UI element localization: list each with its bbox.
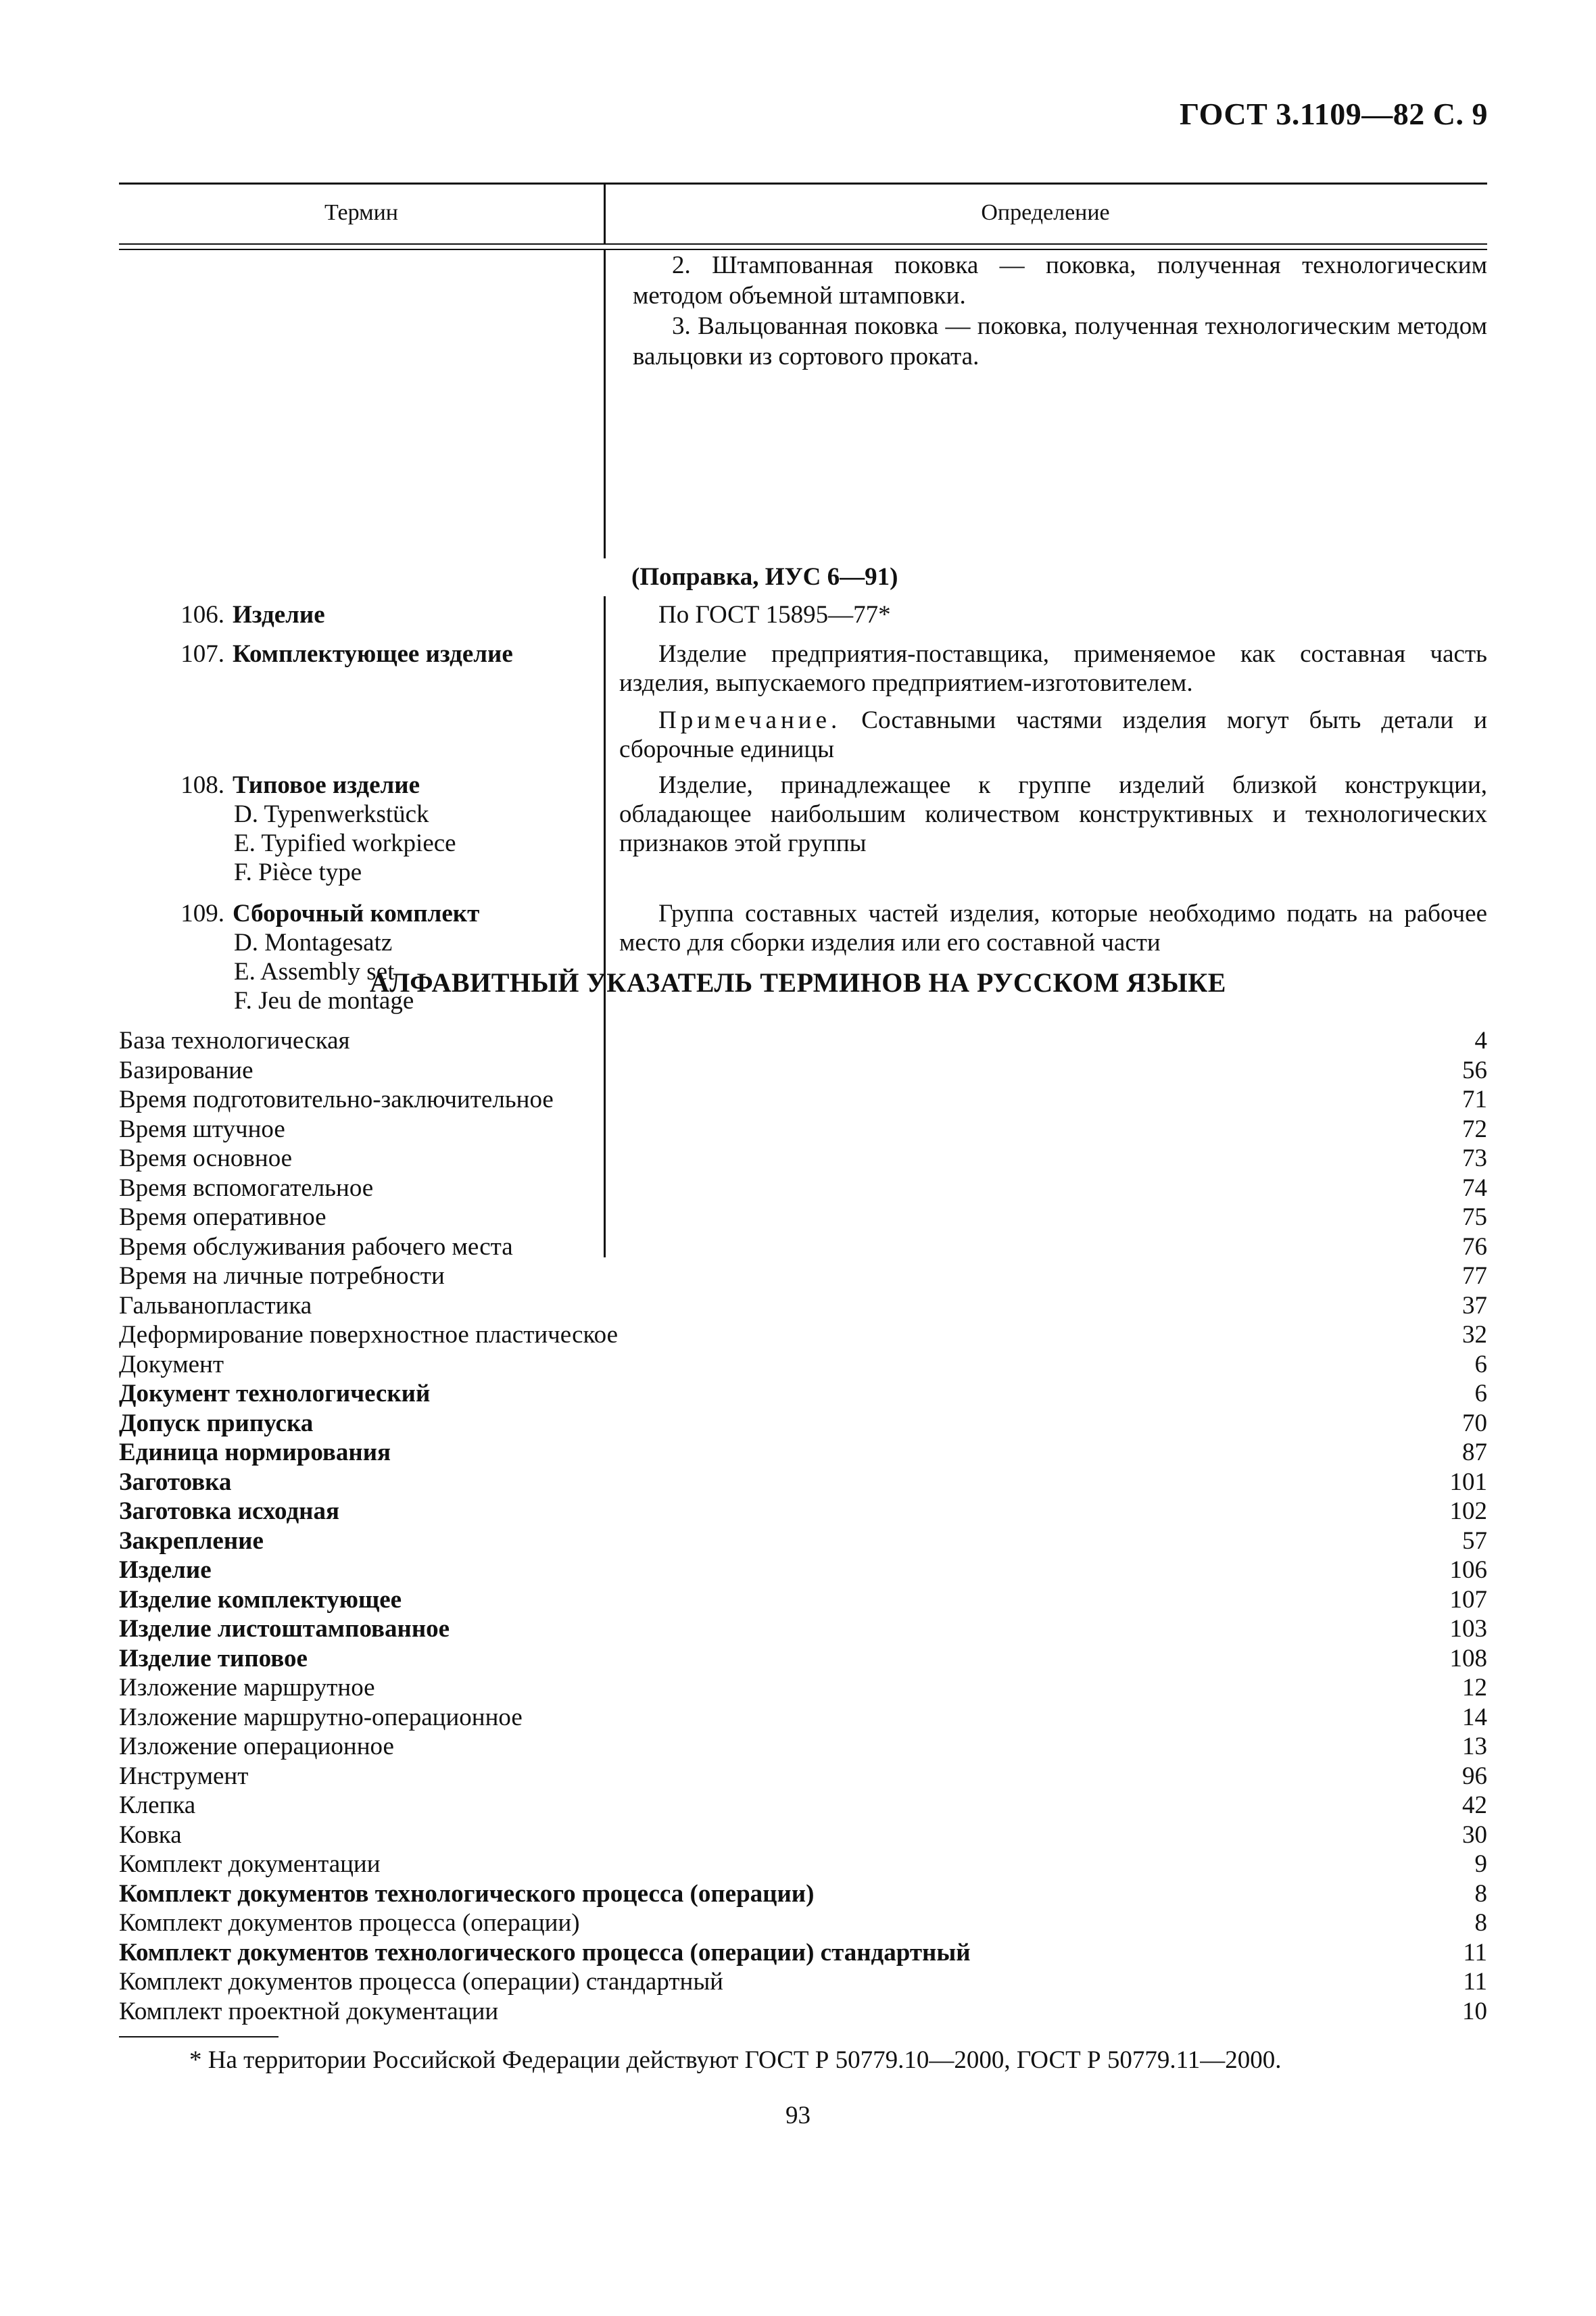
index-term: Время обслуживания рабочего места [119, 1232, 513, 1261]
index-entry-number: 9 [1474, 1850, 1487, 1878]
index-entry-number: 11 [1463, 1938, 1487, 1967]
footnote-rule [119, 2036, 279, 2037]
index-row [119, 1497, 1487, 1526]
index-entry-number: 106 [1449, 1556, 1487, 1584]
definition-109 [619, 899, 1487, 957]
index-term: Время на личные потребности [119, 1262, 445, 1290]
header-column-divider [604, 183, 606, 245]
index-entry-number: 8 [1474, 1909, 1487, 1937]
term-entry-106 [119, 600, 592, 629]
index-row [119, 1703, 1487, 1733]
index-entry-number: 8 [1474, 1879, 1487, 1908]
column-header-term: Термин [324, 200, 398, 225]
index-entry-number: 102 [1449, 1497, 1487, 1525]
term-entry-107 [119, 640, 592, 669]
index-row [119, 1144, 1487, 1174]
index-entry-number: 103 [1449, 1615, 1487, 1643]
index-entry-number: 75 [1462, 1203, 1487, 1231]
index-entry-number: 57 [1462, 1526, 1487, 1555]
term-name: Сборочный комплект [233, 900, 480, 927]
index-term: Время подготовительно-заключительное [119, 1086, 554, 1113]
definition-text: Изделие предприятия-поставщика, применяемое как составная часть изделия, выпускаемого предприятием-изготовителем. [619, 640, 1487, 697]
index-entry-number: 107 [1449, 1585, 1487, 1614]
index-entry-number: 42 [1462, 1791, 1487, 1819]
definition-text: По ГОСТ 15895—77* [658, 601, 891, 629]
index-row [119, 1967, 1487, 1997]
index-title: АЛФАВИТНЫЙ УКАЗАТЕЛЬ ТЕРМИНОВ НА РУССКОМ ЯЗЫКЕ [370, 967, 1226, 998]
index-row [119, 1379, 1487, 1409]
index-term: Время вспомогательное [119, 1174, 374, 1202]
foreign-equivalent-fr: F. Jeu de montage [234, 987, 414, 1015]
index-row [119, 1585, 1487, 1615]
index-term: Изложение маршрутно-операционное [119, 1703, 523, 1731]
index-entry-number: 4 [1474, 1027, 1487, 1055]
index-term: Изделие листоштампованное [119, 1615, 450, 1643]
foreign-equivalent-en: E. Assembly set [234, 958, 395, 986]
index-term: Закрепление [119, 1526, 264, 1555]
index-entry-number: 10 [1462, 1997, 1487, 2025]
index-entry-number: 71 [1462, 1086, 1487, 1113]
index-entry-number: 101 [1449, 1468, 1487, 1496]
index-row [119, 1438, 1487, 1468]
index-term: Ковка [119, 1820, 182, 1849]
index-entry-number: 30 [1462, 1820, 1487, 1849]
index-term: Документ [119, 1350, 224, 1378]
continuation-paragraph: 3. Вальцованная поковка — поковка, полученная технологическим методом вальцовки из сортового проката. [633, 312, 1487, 370]
index-term: Базирование [119, 1056, 253, 1084]
term-number: 108. [180, 771, 224, 799]
index-term: Комплект документов технологического процесса (операции) [119, 1879, 815, 1908]
term-name: Комплектующее изделие [233, 640, 513, 668]
index-term: Допуск припуска [119, 1409, 314, 1437]
index-term: Изделие [119, 1556, 212, 1584]
index-row [119, 1908, 1487, 1938]
index-entry-number: 70 [1462, 1409, 1487, 1437]
index-term: Комплект документов технологического процесса (операции) стандартный [119, 1938, 971, 1967]
index-row [119, 1026, 1487, 1056]
table-header [119, 183, 1487, 245]
index-entry-number: 77 [1462, 1262, 1487, 1290]
index-entry-number: 73 [1462, 1144, 1487, 1172]
index-term: Заготовка исходная [119, 1497, 340, 1525]
index-row [119, 1644, 1487, 1674]
term-entry-108 [119, 771, 592, 887]
column-header-definition: Определение [981, 200, 1110, 225]
index-row [119, 1203, 1487, 1232]
index-entry-number: 56 [1462, 1056, 1487, 1084]
index-row [119, 1320, 1487, 1350]
index-entry-number: 96 [1462, 1762, 1487, 1790]
index-term: Изложение операционное [119, 1733, 394, 1760]
column-divider [604, 250, 606, 558]
index-entry-number: 37 [1462, 1291, 1487, 1320]
alphabetical-index [119, 1026, 1487, 2026]
header-bottom-rule [119, 243, 1487, 245]
note-label: Примечание. [658, 706, 842, 734]
definition-107 [619, 640, 1487, 764]
index-term: Клепка [119, 1791, 196, 1819]
index-row [119, 1938, 1487, 1968]
definition-note [619, 706, 1487, 764]
definition-text: Изделие, принадлежащее к группе изделий близкой конструкции, обладающее наибольшим количеством конструктивных и технологических признаков этой группы [619, 771, 1487, 857]
foreign-equivalent-de: D. Typenwerkstück [234, 800, 429, 828]
definition-108 [619, 771, 1487, 858]
index-term: Заготовка [119, 1468, 232, 1496]
definition-106 [619, 600, 1487, 629]
index-row [119, 1085, 1487, 1115]
index-term: Документ технологический [119, 1380, 431, 1407]
index-row [119, 1409, 1487, 1439]
foreign-equivalent-en: E. Typified workpiece [234, 829, 456, 857]
index-term: Комплект документов процесса (операции) стандартный [119, 1968, 723, 1996]
index-term: Единица нормирования [119, 1439, 391, 1466]
index-term: Инструмент [119, 1762, 249, 1790]
index-row [119, 1232, 1487, 1262]
foreign-equivalent-fr: F. Pièce type [234, 859, 362, 886]
index-entry-number: 76 [1462, 1232, 1487, 1261]
index-row [119, 1526, 1487, 1556]
index-row [119, 1115, 1487, 1144]
term-number: 107. [180, 640, 224, 668]
index-row [119, 1056, 1487, 1086]
term-number: 109. [180, 900, 224, 927]
index-entry-number: 32 [1462, 1321, 1487, 1349]
page-number: 93 [785, 2102, 811, 2129]
index-row [119, 1350, 1487, 1380]
index-row [119, 1468, 1487, 1497]
index-row [119, 1174, 1487, 1203]
index-term: Комплект документации [119, 1850, 381, 1878]
index-term: Изделие типовое [119, 1644, 308, 1672]
index-entry-number: 14 [1462, 1703, 1487, 1731]
index-entry-number: 12 [1462, 1674, 1487, 1702]
amendment-note: (Поправка, ИУС 6—91) [631, 563, 898, 591]
index-entry-number: 6 [1474, 1350, 1487, 1378]
index-row [119, 1673, 1487, 1703]
index-row [119, 1732, 1487, 1762]
index-row [119, 1555, 1487, 1585]
index-term: Деформирование поверхностное пластическое [119, 1321, 619, 1349]
foreign-equivalent-de: D. Montagesatz [234, 929, 393, 957]
index-row [119, 1850, 1487, 1879]
index-entry-number: 11 [1463, 1968, 1487, 1996]
index-entry-number: 87 [1462, 1439, 1487, 1466]
index-term: Гальванопластика [119, 1291, 312, 1320]
term-name: Типовое изделие [233, 771, 420, 799]
index-term: Комплект проектной документации [119, 1997, 499, 2025]
index-entry-number: 13 [1462, 1733, 1487, 1760]
footnote: * На территории Российской Федерации действуют ГОСТ Р 50779.10—2000, ГОСТ Р 50779.11—2000. [189, 2046, 1282, 2074]
note-text: Составными частями изделия могут быть детали и сборочные единицы [619, 706, 1488, 763]
index-row [119, 1997, 1487, 2027]
index-entry-number: 74 [1462, 1174, 1487, 1202]
index-entry-number: 6 [1474, 1380, 1487, 1407]
term-name: Изделие [233, 601, 325, 629]
index-term: Время оперативное [119, 1203, 327, 1231]
index-entry-number: 72 [1462, 1115, 1487, 1143]
index-row [119, 1291, 1487, 1321]
index-term: База технологическая [119, 1027, 350, 1055]
index-entry-number: 108 [1449, 1644, 1487, 1672]
index-term: Изложение маршрутное [119, 1674, 375, 1702]
index-term: Комплект документов процесса (операции) [119, 1909, 580, 1937]
definition-continuation [633, 250, 1487, 372]
index-row [119, 1791, 1487, 1820]
index-row [119, 1879, 1487, 1909]
index-term: Время основное [119, 1144, 293, 1172]
term-number: 106. [180, 601, 224, 629]
continuation-paragraph: 2. Штампованная поковка — поковка, полученная технологическим методом объемной штамповки. [633, 251, 1487, 310]
index-term: Изделие комплектующее [119, 1585, 402, 1614]
index-row [119, 1762, 1487, 1791]
document-header: ГОСТ 3.1109—82 С. 9 [1179, 97, 1488, 131]
index-row [119, 1820, 1487, 1850]
index-term: Время штучное [119, 1115, 285, 1143]
index-row [119, 1614, 1487, 1644]
index-row [119, 1261, 1487, 1291]
definition-text: Группа составных частей изделия, которые необходимо подать на рабочее место для сборки изделия или его составной части [619, 900, 1487, 957]
